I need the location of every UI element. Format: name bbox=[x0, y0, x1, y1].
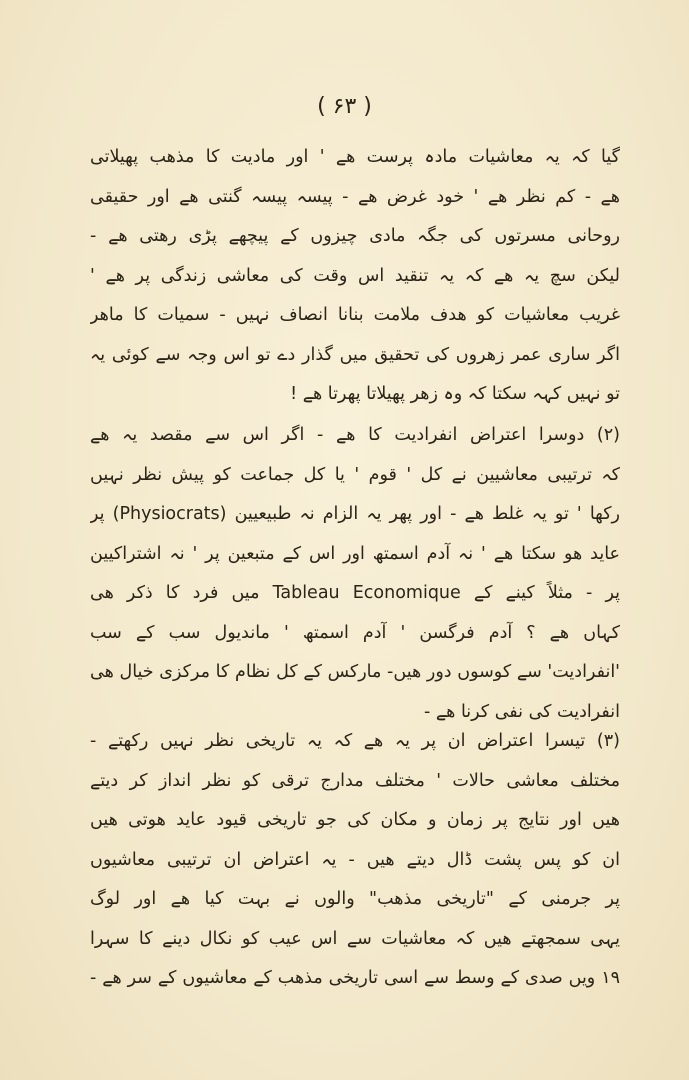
text-line: 'انفرادیت' سے کوسوں دور ھیں- مارکس کے کل نظام کا مرکزی خیال ھی bbox=[90, 662, 620, 682]
text-line: (۲) دوسرا اعتراض انفرادیت کا ھے - اگر اس سے مقصد یہ ھے bbox=[90, 425, 620, 445]
text-line: ھیں اور نتایج پر زمان و مکان کی جو تاریخی قیود عاید ھوتی ھیں bbox=[90, 810, 620, 830]
text-line: پر - مثلاً کینے کے Tableau Economique میں فرد کا ذکر ھی bbox=[90, 583, 620, 603]
paragraph-3 bbox=[90, 722, 620, 999]
text-line: مختلف معاشی حالات ' مختلف مدارج ترقی کو نظر انداز کر دیتے bbox=[90, 770, 620, 791]
page-number: ( ۶۳ ) bbox=[317, 94, 372, 119]
text-line: انفرادیت کی نفی کرنا ھے - bbox=[424, 701, 620, 722]
text-line: ۱۹ ویں صدی کے وسط سے اسی تاریخی مذھب کے معاشیوں کے سر ھے - bbox=[90, 968, 620, 988]
text-line: غریب معاشیات کو ھدف ملامت بنانا انصاف نہیں - سمیات کا ماھر bbox=[90, 305, 620, 325]
paragraph-2 bbox=[90, 416, 620, 732]
text-line: تو نہیں کہہ سکتا کہ وہ زھر پھیلاتا پھرتا ھے ! bbox=[290, 384, 620, 404]
text-line: عاید ھو سکتا ھے ' نہ آدم اسمتھ اور اس کے متبعین پر ' نہ اشتراکیین bbox=[90, 543, 620, 564]
text-line: گیا کہ یہ معاشیات مادہ پرست ھے ' اور مادیت کا مذھب پھیلاتی bbox=[90, 147, 620, 167]
text-line: کہ ترتیبی معاشیین نے کل ' قوم ' یا کل جماعت کو پیش نظر نہیں bbox=[90, 464, 620, 485]
text-line: اگر ساری عمر زھروں کی تحقیق میں گذار دے تو اس وجہ سے کوئی یہ bbox=[90, 344, 620, 365]
text-line: یہی سمجھتے ھیں کہ معاشیات سے اس عیب کو نکال دینے کا سہرا bbox=[90, 928, 620, 949]
text-line: کہاں ھے ؟ آدم فرگسن ' آدم اسمتھ ' ماندیول سب کے سب bbox=[90, 622, 620, 643]
text-line: روحانی مسرتوں کی جگہ مادی چیزوں کے پیچھے پڑی رھتی ھے - bbox=[90, 226, 620, 246]
text-line: پر جرمنی کے "تاریخی مذھب" والوں نے بہت کیا ھے اور لوگ bbox=[90, 889, 620, 909]
text-line: رکھا ' تو یہ غلط ھے - اور پھر یہ الزام نہ طبیعیین (Physiocrats) پر bbox=[90, 504, 620, 524]
text-line: (۳) تیسرا اعتراض ان پر یہ ھے کہ یہ تاریخی نظر نہیں رکھتے - bbox=[90, 731, 620, 751]
text-line: ھے - کم نظر ھے ' خود غرض ھے - پیسہ پیسہ گنتی ھے اور حقیقی bbox=[90, 186, 620, 207]
text-line: ان کو پس پشت ڈال دیتے ھیں - یہ اعتراض ان ترتیبی معاشیوں bbox=[90, 849, 620, 870]
paragraph-1 bbox=[90, 138, 620, 415]
text-line: لیکن سچ یہ ھے کہ یہ تنقید اس وقت کی معاشی زندگی پر ھے ' bbox=[90, 265, 620, 286]
